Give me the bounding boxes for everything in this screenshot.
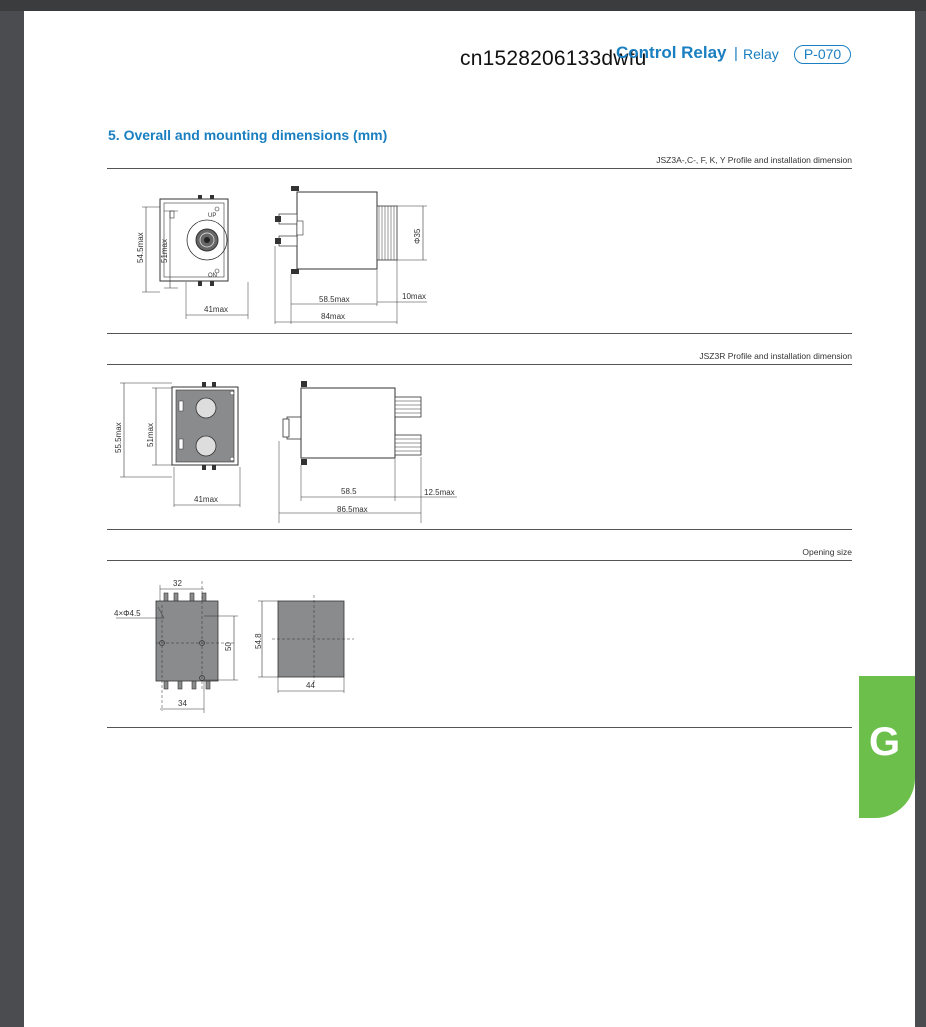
divider <box>107 727 852 728</box>
dim-51max: 51max <box>160 238 169 263</box>
document-page <box>24 11 915 1027</box>
dim-51max-r: 51max <box>146 422 155 447</box>
page-number-badge: P-070 <box>794 45 851 64</box>
divider <box>107 529 852 530</box>
dim-58-5max: 58.5max <box>319 295 350 304</box>
dim-54-8: 54.8 <box>254 633 263 649</box>
dim-10max: 10max <box>402 292 427 301</box>
viewer-top-bar <box>0 0 926 11</box>
dim-41max-r: 41max <box>194 495 219 504</box>
section-title: 5. Overall and mounting dimensions (mm) <box>108 127 388 143</box>
chapter-tab <box>859 676 915 818</box>
divider <box>107 333 852 334</box>
header-subtitle: Relay <box>743 46 779 62</box>
dim-32: 32 <box>173 579 182 588</box>
knob-label-up: UP <box>208 213 217 219</box>
dim-50: 50 <box>224 642 233 651</box>
dim-41max: 41max <box>204 305 229 314</box>
caption-opening-size: Opening size <box>802 547 852 557</box>
divider <box>107 168 852 169</box>
dim-54-5max: 54.5max <box>136 232 145 263</box>
knob-label-on: ON <box>208 273 217 279</box>
drawing-jsz3r-side <box>279 381 479 516</box>
chapter-tab-letter: G <box>869 720 901 764</box>
dim-34: 34 <box>178 699 187 708</box>
dim-84max: 84max <box>321 312 346 321</box>
drawing-base-opening <box>112 571 242 716</box>
drawing-jsz3a-side <box>269 186 459 321</box>
drawing-jsz3a-front <box>108 189 238 319</box>
dim-44: 44 <box>306 681 315 690</box>
header-separator: | <box>734 45 738 62</box>
dim-55-5max: 55.5max <box>114 422 123 453</box>
watermark-text: cn1528206133dwfu <box>460 47 647 70</box>
caption-jsz3r: JSZ3R Profile and installation dimension <box>699 351 852 361</box>
header-title: Control Relay <box>616 43 727 62</box>
drawing-jsz3r-front <box>108 381 248 511</box>
dim-4x-phi4-5: 4×Φ4.5 <box>114 609 141 618</box>
divider <box>107 364 852 365</box>
drawing-panel-cutout <box>252 591 362 696</box>
dim-86-5max: 86.5max <box>337 505 368 514</box>
dim-12-5max: 12.5max <box>424 488 455 497</box>
dim-58-5: 58.5 <box>341 487 357 496</box>
dim-phi35: Φ35 <box>413 228 422 244</box>
caption-jsz3a: JSZ3A-,C-, F, K, Y Profile and installation dimension <box>656 155 852 165</box>
divider <box>107 560 852 561</box>
